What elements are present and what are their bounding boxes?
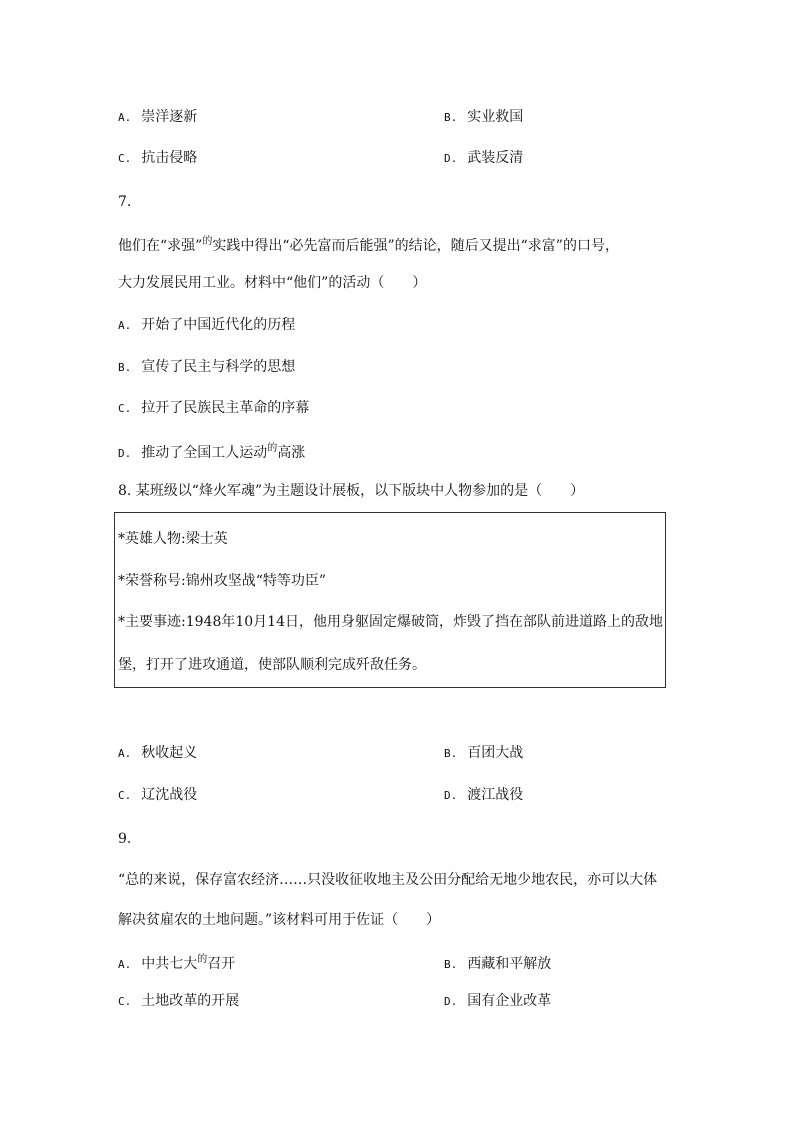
q7-option-c[interactable] — [118, 398, 309, 419]
q6-option-b-text: 实业救国 — [467, 109, 524, 125]
q6-option-c[interactable] — [118, 148, 197, 169]
q8-box-line2: *荣誉称号:锦州攻坚战“特等功臣” — [118, 573, 327, 589]
q6-option-a-letter: A. — [118, 111, 132, 124]
q7-option-b[interactable] — [118, 357, 295, 378]
q9-option-a[interactable] — [118, 954, 235, 976]
q8-option-b-letter: B. — [444, 747, 458, 760]
q9-option-b-letter: B. — [444, 958, 458, 971]
q8-option-d[interactable] — [444, 785, 523, 806]
q8-box-line3: *主要事迹:1948年10月14日，他用身躯固定爆破筒，炸毁了挡在部队前进道路上的敌地 — [118, 614, 663, 630]
q9-option-a-tail: 召开 — [207, 956, 236, 972]
q8-box-line4: 堡，打开了进攻通道，使部队顺利完成歼敌任务。 — [118, 657, 426, 673]
q8-option-c-letter: C. — [118, 789, 132, 802]
q8-option-d-letter: D. — [444, 789, 458, 802]
q9-stem-line1: “总的来说，保存富农经济……只没收征收地主及公田分配给无地少地农民，亦可以大体 — [118, 872, 658, 888]
q7-stem-line1-b: 实践中得出“必先富而后能强”的结论，随后又提出“求富”的口号， — [212, 238, 619, 254]
q8-option-a[interactable] — [118, 743, 197, 764]
q7-option-c-text: 拉开了民族民主革命的序幕 — [141, 400, 310, 416]
q6-option-d-letter: D. — [444, 152, 458, 165]
q9-option-d[interactable] — [444, 991, 551, 1012]
q8-stem: 8. 某班级以“烽火军魂”为主题设计展板，以下版块中人物参加的是（ ） — [118, 483, 585, 499]
q7-number: 7. — [118, 194, 132, 210]
q9-option-b-text: 西藏和平解放 — [467, 956, 552, 972]
q9-option-c[interactable] — [118, 991, 239, 1012]
q8-option-a-text: 秋收起义 — [141, 745, 198, 761]
q9-stem-line2: 解决贫雇农的土地问题。”该材料可用于佐证（ ） — [118, 912, 441, 928]
q9-option-c-letter: C. — [118, 995, 132, 1008]
q9-option-c-text: 土地改革的开展 — [141, 993, 240, 1009]
q6-option-c-text: 抗击侵略 — [141, 150, 198, 166]
q6-option-a[interactable] — [118, 107, 197, 128]
q6-option-b-letter: B. — [444, 111, 458, 124]
q7-option-a-letter: A. — [118, 319, 132, 332]
q8-box-line1: *英雄人物:梁士英 — [118, 531, 228, 547]
q9-option-b[interactable] — [444, 954, 551, 975]
q9-option-a-sup: 的 — [197, 954, 208, 965]
q7-option-d[interactable] — [118, 443, 305, 465]
q7-option-d-tail: 高涨 — [277, 445, 306, 461]
q6-option-c-letter: C. — [118, 152, 132, 165]
q8-option-c-text: 辽沈战役 — [141, 787, 198, 803]
q7-option-c-letter: C. — [118, 402, 132, 415]
q7-option-b-text: 宣传了民主与科学的思想 — [141, 359, 296, 375]
q9-option-a-letter: A. — [118, 958, 132, 971]
q8-option-b-text: 百团大战 — [467, 745, 524, 761]
q6-option-b[interactable] — [444, 107, 523, 128]
q7-stem-line1 — [118, 236, 619, 258]
q9-option-d-text: 国有企业改革 — [467, 993, 552, 1009]
q9-option-d-letter: D. — [444, 995, 458, 1008]
q7-stem-line1-sup: 的 — [202, 236, 213, 247]
q7-option-d-sup: 的 — [267, 443, 278, 454]
q9-option-a-text: 中共七大 — [141, 956, 198, 972]
q8-option-d-text: 渡江战役 — [467, 787, 524, 803]
q8-option-a-letter: A. — [118, 747, 132, 760]
q7-option-b-letter: B. — [118, 361, 132, 374]
q6-option-d-text: 武装反清 — [467, 150, 524, 166]
q7-option-a-text: 开始了中国近代化的历程 — [141, 317, 296, 333]
q6-option-d[interactable] — [444, 148, 523, 169]
q8-option-c[interactable] — [118, 785, 197, 806]
q7-option-a[interactable] — [118, 315, 295, 336]
q8-option-b[interactable] — [444, 743, 523, 764]
q9-number: 9. — [118, 831, 132, 847]
q6-option-a-text: 崇洋逐新 — [141, 109, 198, 125]
q7-stem-line2: 大力发展民用工业。材料中“他们”的活动（ ） — [118, 275, 427, 291]
q7-stem-line1-a: 他们在“求强” — [118, 238, 203, 254]
q7-option-d-text: 推动了全国工人运动 — [141, 445, 268, 461]
q7-option-d-letter: D. — [118, 447, 132, 460]
